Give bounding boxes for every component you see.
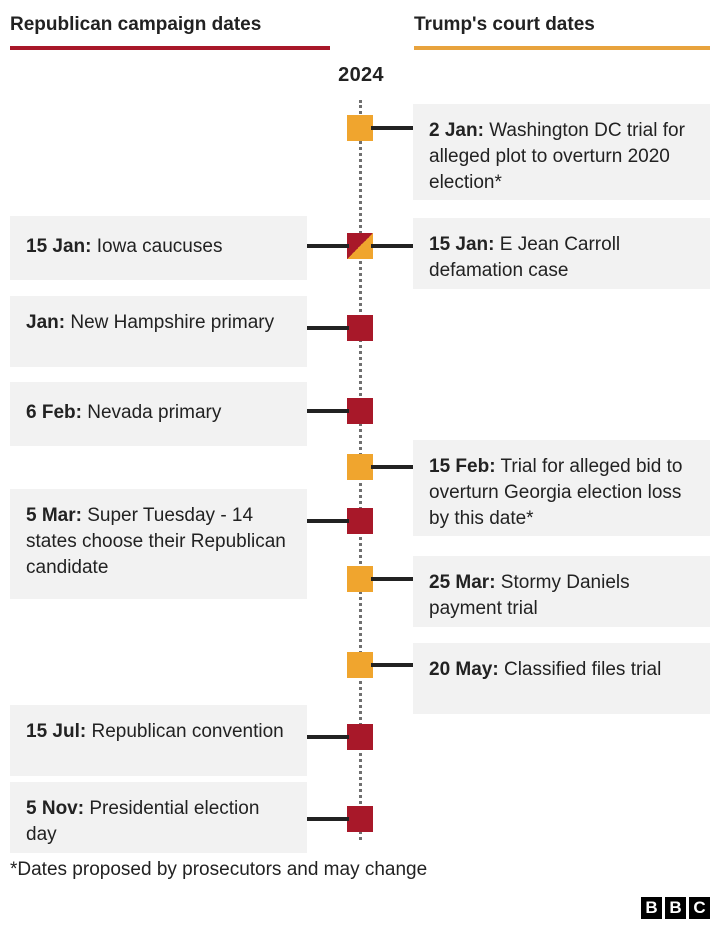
connector-campaign-15jan bbox=[307, 244, 349, 248]
event-campaign-15jan bbox=[10, 216, 307, 280]
event-date: 2 Jan: bbox=[429, 120, 484, 141]
connector-court-25mar bbox=[371, 577, 413, 581]
event-text: Super Tuesday - 14 states choose their Republican candidate bbox=[26, 505, 286, 579]
timeline-marker-combined-15jan bbox=[347, 233, 373, 259]
event-text: Iowa caucuses bbox=[91, 236, 223, 258]
timeline-marker-campaign-15jul bbox=[347, 724, 373, 750]
header-rule-court bbox=[414, 46, 710, 50]
event-date: 15 Jan: bbox=[429, 234, 495, 255]
event-text: Classified files trial bbox=[498, 659, 662, 680]
event-date: 6 Feb: bbox=[26, 402, 82, 424]
header-rule-campaign bbox=[10, 46, 330, 50]
event-text: Washington DC trial for alleged plot to overturn 2020 election* bbox=[429, 120, 685, 194]
event-date: 15 Feb: bbox=[429, 456, 496, 477]
footnote: *Dates proposed by prosecutors and may change bbox=[10, 859, 428, 880]
event-text: Nevada primary bbox=[81, 402, 222, 424]
event-date: 5 Nov: bbox=[26, 798, 85, 819]
event-campaign-5nov bbox=[10, 782, 307, 853]
bbc-logo-letter-c: C bbox=[689, 897, 710, 919]
timeline-marker-court-25mar bbox=[347, 566, 373, 592]
timeline-marker-court-15feb bbox=[347, 454, 373, 480]
event-date: Jan: bbox=[26, 312, 66, 333]
event-date: 15 Jan: bbox=[26, 236, 92, 258]
event-text: Trial for alleged bid to overturn Georgia election loss by this date* bbox=[429, 456, 683, 530]
connector-campaign-15jul bbox=[307, 735, 349, 739]
event-court-20may bbox=[413, 643, 710, 714]
connector-court-15jan bbox=[371, 244, 413, 248]
event-court-15jan bbox=[413, 218, 710, 289]
bbc-logo-letter-b2: B bbox=[665, 897, 686, 919]
event-campaign-jan-nh bbox=[10, 296, 307, 367]
event-text: Republican convention bbox=[86, 721, 284, 742]
event-text: New Hampshire primary bbox=[65, 312, 275, 333]
connector-campaign-5nov bbox=[307, 817, 349, 821]
event-campaign-5mar bbox=[10, 489, 307, 599]
event-court-15feb bbox=[413, 440, 710, 536]
timeline-marker-campaign-5mar bbox=[347, 508, 373, 534]
chart-headers bbox=[0, 0, 720, 50]
year-label: 2024 bbox=[338, 64, 384, 86]
event-campaign-6feb bbox=[10, 382, 307, 446]
header-column-campaign bbox=[10, 14, 330, 50]
event-date: 20 May: bbox=[429, 659, 499, 680]
event-text: Presidential election day bbox=[26, 798, 260, 846]
event-court-25mar bbox=[413, 556, 710, 627]
connector-campaign-jan-nh bbox=[307, 326, 349, 330]
event-date: 15 Jul: bbox=[26, 721, 87, 742]
bbc-logo-letter-b1: B bbox=[641, 897, 662, 919]
event-date: 5 Mar: bbox=[26, 505, 82, 526]
timeline-marker-campaign-6feb bbox=[347, 398, 373, 424]
event-text: E Jean Carroll defamation case bbox=[429, 234, 621, 282]
event-text: Stormy Daniels payment trial bbox=[429, 572, 630, 620]
timeline-marker-court-20may bbox=[347, 652, 373, 678]
header-title-court: Trump's court dates bbox=[414, 14, 595, 35]
event-court-2jan bbox=[413, 104, 710, 200]
connector-campaign-6feb bbox=[307, 409, 349, 413]
connector-campaign-5mar bbox=[307, 519, 349, 523]
timeline-marker-campaign-5nov bbox=[347, 806, 373, 832]
event-campaign-15jul bbox=[10, 705, 307, 776]
header-column-court bbox=[330, 14, 710, 50]
timeline-marker-court-2jan bbox=[347, 115, 373, 141]
connector-court-20may bbox=[371, 663, 413, 667]
timeline-marker-campaign-jan-nh bbox=[347, 315, 373, 341]
connector-court-2jan bbox=[371, 126, 413, 130]
event-date: 25 Mar: bbox=[429, 572, 496, 593]
connector-court-15feb bbox=[371, 465, 413, 469]
bbc-logo bbox=[641, 897, 710, 919]
header-title-campaign: Republican campaign dates bbox=[10, 14, 262, 35]
